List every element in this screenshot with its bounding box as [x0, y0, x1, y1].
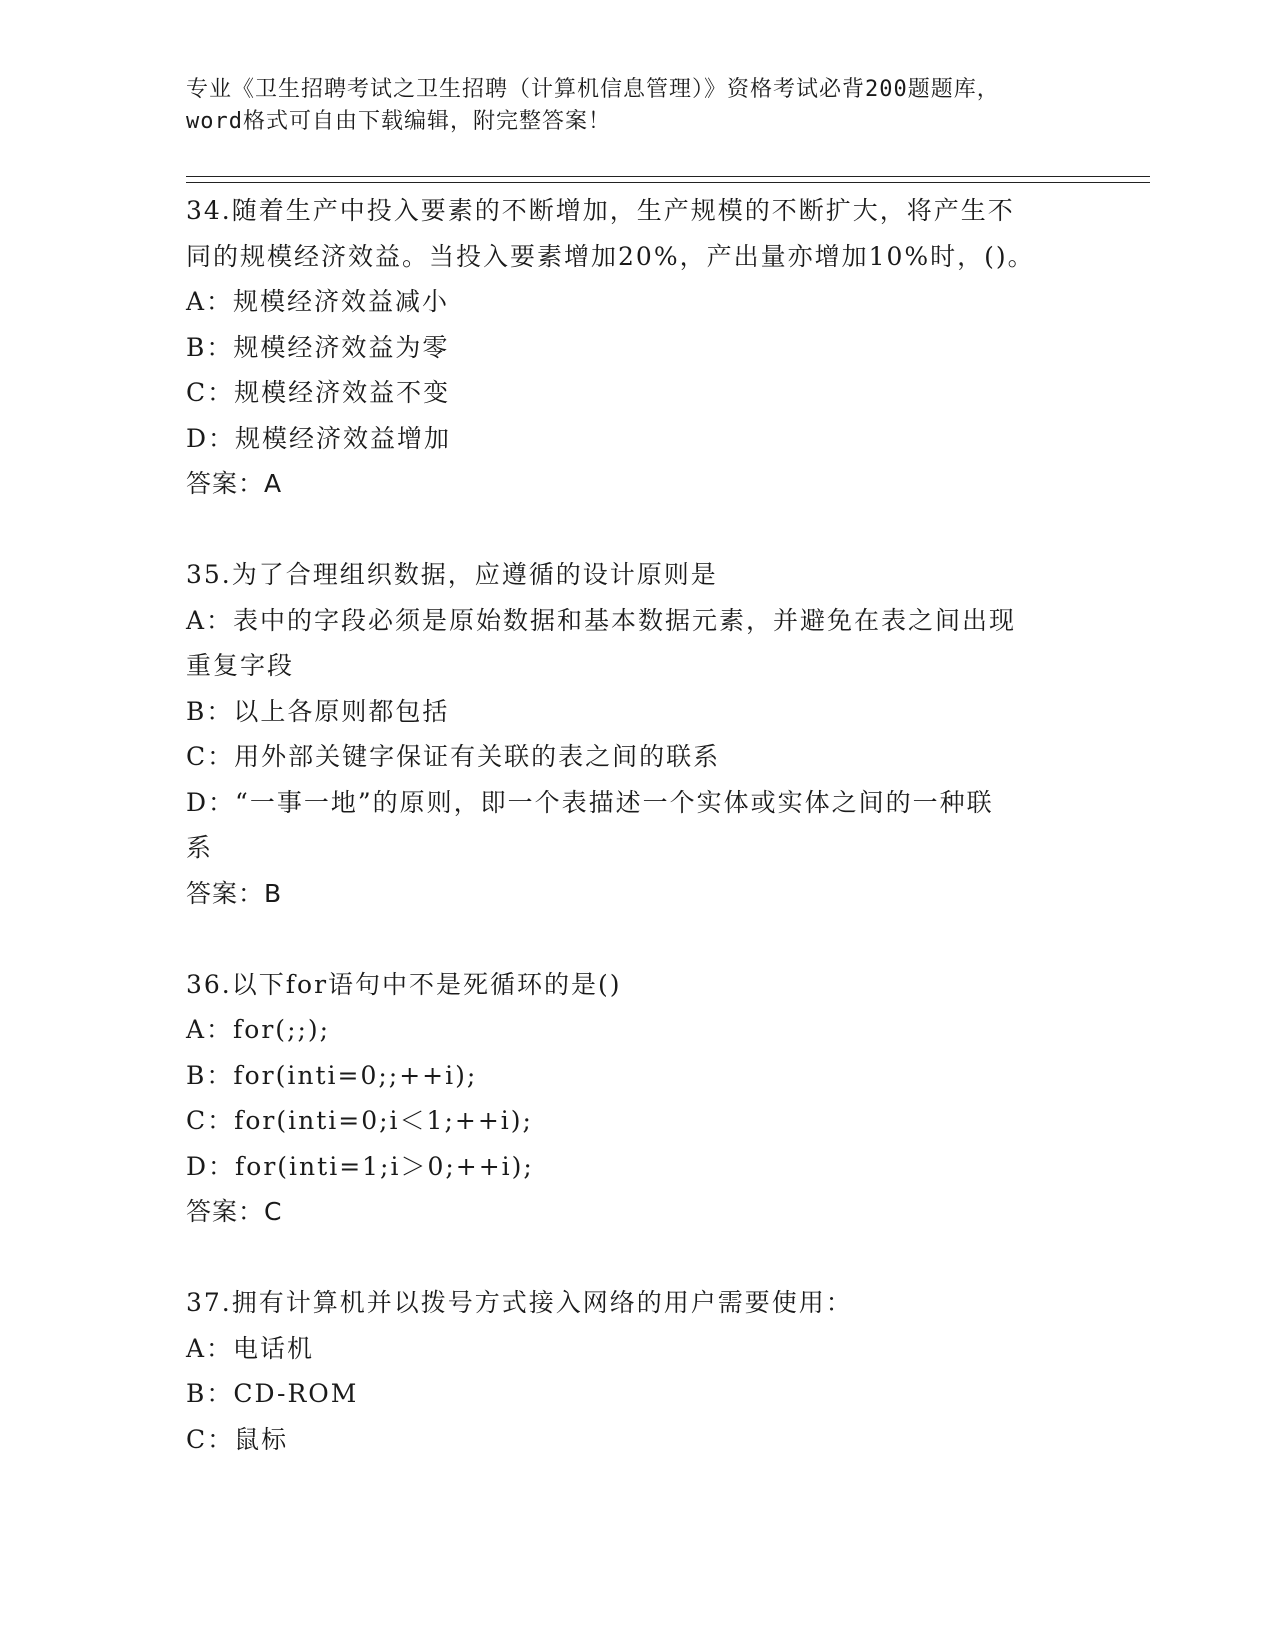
option-a: A：for(;;); — [186, 1015, 331, 1044]
question-spacer — [186, 1235, 1086, 1281]
answer-line: 答案：B — [186, 878, 283, 908]
question-stem-line: 同的规模经济效益。当投入要素增加20%，产出量亦增加10%时，()。 — [186, 241, 1035, 271]
question-35 — [186, 552, 1086, 916]
option-d: D：规模经济效益增加 — [186, 423, 452, 453]
header-line-2: word格式可自由下载编辑，附完整答案！ — [186, 109, 611, 134]
answer-line: 答案：A — [186, 469, 283, 498]
option-a: A：电话机 — [186, 1333, 315, 1363]
question-list — [186, 188, 1086, 1462]
document-header — [186, 74, 1086, 138]
option-c: C：for(inti=0;i＜1;++i); — [186, 1106, 533, 1135]
option-d-continued: 系 — [186, 833, 214, 862]
option-d: D：“一事一地”的原则，即一个表描述一个实体或实体之间的一种联 — [186, 787, 994, 817]
option-c: C：用外部关键字保证有关联的表之间的联系 — [186, 742, 721, 771]
question-stem-line: 34.随着生产中投入要素的不断增加，生产规模的不断扩大，将产生不 — [186, 196, 1015, 225]
option-b: B：以上各原则都包括 — [186, 696, 450, 726]
option-b: B：规模经济效益为零 — [186, 332, 450, 362]
question-stem-line: 36.以下for语句中不是死循环的是() — [186, 969, 622, 999]
option-d: D：for(inti=1;i＞0;++i); — [186, 1151, 534, 1181]
option-b: B：for(inti=0;;++i); — [186, 1060, 478, 1090]
option-a: A：表中的字段必须是原始数据和基本数据元素，并避免在表之间出现 — [186, 605, 1017, 635]
question-spacer — [186, 507, 1086, 553]
option-a-continued: 重复字段 — [186, 651, 295, 680]
question-34 — [186, 188, 1086, 507]
option-a: A：规模经济效益减小 — [186, 287, 450, 316]
header-divider — [186, 176, 1150, 183]
question-37 — [186, 1280, 1086, 1462]
question-stem-line: 35.为了合理组织数据，应遵循的设计原则是 — [186, 560, 718, 589]
answer-line: 答案：C — [186, 1197, 283, 1226]
option-c: C：鼠标 — [186, 1424, 289, 1454]
question-stem-line: 37.拥有计算机并以拨号方式接入网络的用户需要使用： — [186, 1288, 853, 1317]
header-line-1: 专业《卫生招聘考试之卫生招聘（计算机信息管理）》资格考试必背200题题库， — [186, 77, 1000, 102]
question-spacer — [186, 916, 1086, 962]
option-c: C：规模经济效益不变 — [186, 378, 451, 407]
question-36 — [186, 962, 1086, 1235]
option-b: B：CD-ROM — [186, 1379, 359, 1408]
